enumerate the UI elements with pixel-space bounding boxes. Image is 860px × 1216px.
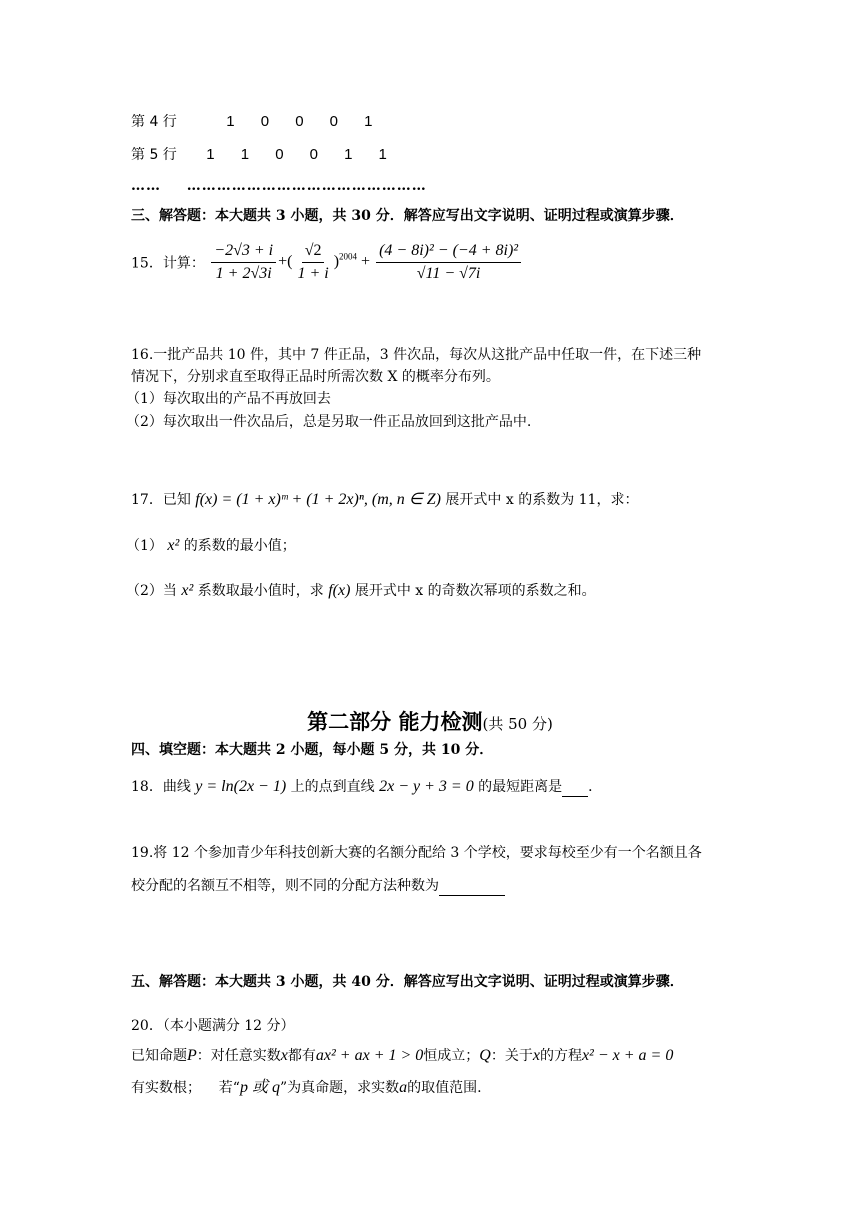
question-19-line1: 19.将 12 个参加青少年科技创新大赛的名额分配给 3 个学校，要求每校至少有一个名额且各 — [131, 845, 702, 861]
fraction — [211, 241, 276, 284]
answer-blank — [439, 879, 505, 896]
math: x² − x + a = 0 — [581, 1047, 674, 1064]
sub-prefix: （1） — [126, 538, 163, 554]
math: ax² + ax + 1 > 0 — [315, 1047, 424, 1064]
question-16-line2: 情况下，分别求直至取得正品时所需次数 X 的概率分布列。 — [131, 369, 500, 385]
text: 的取值范围. — [407, 1080, 482, 1096]
math: x² — [181, 582, 194, 599]
question-15 — [131, 241, 523, 284]
numerator: −2√3 + i — [211, 241, 276, 263]
question-20-line1 — [131, 1046, 673, 1066]
question-end: ． — [588, 779, 603, 795]
math: P — [187, 1047, 197, 1064]
ellipsis-right: ………………………………………… — [186, 178, 427, 194]
formula: $\frac{-2√3 + i}{1 + 2√3i}$ +( $\frac{√2}{1 + i}$ )$^{2004}$ + $\frac{\text{(4 − 8i)² − (−4 + 8i)²}}{√11 - √7i}$ — [209, 253, 523, 270]
math: a — [399, 1079, 408, 1096]
math: Q — [479, 1047, 491, 1064]
question-17 — [131, 490, 638, 510]
row-value: 0 — [260, 113, 270, 130]
question-mid: 上的点到直线 — [290, 779, 375, 795]
part-title — [0, 706, 860, 736]
question-17-sub1 — [126, 536, 296, 556]
question-text: 校分配的名额互不相等，则不同的分配方法种数为 — [131, 878, 439, 894]
row-value: 1 — [378, 146, 387, 163]
math: x² — [167, 537, 180, 554]
section-header: 四、填空题：本大题共 2 小题，每小题 5 分，共 10 分． — [131, 742, 494, 758]
question-19-line2 — [131, 876, 505, 896]
question-17-sub2 — [126, 581, 596, 601]
text: 有实数根； 若“ — [131, 1080, 240, 1096]
exponent: 2004 — [339, 251, 358, 262]
section-header: 五、解答题：本大题共 3 小题，共 40 分．解答应写出文字说明、证明过程或演算步骤． — [131, 974, 684, 990]
question-16-line1: 16.一批产品共 10 件，其中 7 件正品，3 件次品，每次从这批产品中任取一件，在下述三种 — [131, 347, 702, 363]
part-title-score: (共 50 分) — [482, 715, 553, 733]
row-label: 第 4 行 — [131, 114, 177, 130]
sub-mid: 系数取最小值时，求 — [197, 583, 324, 599]
denominator: √11 − √7i — [416, 265, 481, 282]
question-label: 15．计算： — [131, 255, 205, 272]
question-20-label: 20．（本小题满分 12 分） — [131, 1018, 295, 1034]
row-value: 0 — [309, 146, 318, 163]
fraction — [294, 241, 331, 284]
math: f(x) — [328, 582, 351, 599]
row-value: 0 — [275, 146, 284, 163]
text: ”为真命题，求实数 — [279, 1080, 400, 1096]
denominator: 1 + 2√3i — [215, 265, 272, 282]
row-value: 1 — [240, 146, 250, 163]
question-18 — [131, 777, 602, 797]
numerator: (4 − 8i)² − (−4 + 8i)² — [376, 241, 521, 263]
text: 恒成立； — [423, 1048, 480, 1064]
row-value: 0 — [295, 113, 304, 130]
text: 的方程 — [539, 1048, 582, 1064]
question-16-sub2: （2）每次取出一件次品后，总是另取一件正品放回到这批产品中. — [126, 414, 532, 430]
question-16-sub1: （1）每次取出的产品不再放回去 — [126, 391, 331, 407]
text: 都有 — [287, 1048, 316, 1064]
row-value: 1 — [226, 113, 235, 130]
math: p 或 q — [239, 1079, 280, 1096]
question-20-line2 — [131, 1078, 482, 1098]
row-value: 1 — [206, 146, 215, 163]
row-value: 0 — [329, 113, 338, 130]
part-title-main: 第二部分 能力检测 — [307, 710, 483, 734]
math: 2x − y + 3 = 0 — [379, 778, 474, 795]
math: y = ln(2x − 1) — [195, 778, 287, 795]
row-label: 第 5 行 — [131, 147, 177, 163]
table-row — [131, 145, 398, 165]
math: x — [280, 1047, 288, 1064]
formula: f(x) = (1 + x)ᵐ + (1 + 2x)ⁿ, (m, n ∈ Z) — [195, 491, 441, 508]
section-header: 三、解答题：本大题共 3 小题，共 30 分．解答应写出文字说明、证明过程或演算步骤． — [131, 208, 684, 224]
question-suffix: 的最短距离是 — [478, 779, 563, 795]
sub-suffix: 的系数的最小值； — [183, 538, 296, 554]
ellipsis-left: …… — [131, 178, 161, 194]
sub-suffix: 展开式中 x 的奇数次幂项的系数之和。 — [354, 583, 596, 599]
question-prefix: 18．曲线 — [131, 779, 191, 795]
row-value: 1 — [364, 113, 373, 130]
row-values — [215, 112, 383, 132]
ellipsis-row — [131, 176, 427, 196]
math: x — [532, 1047, 540, 1064]
text: ：关于 — [490, 1048, 533, 1064]
question-suffix: 展开式中 x 的系数为 11，求： — [445, 492, 639, 508]
question-prefix: 17．已知 — [131, 492, 191, 508]
answer-blank — [562, 780, 588, 797]
text: ：对任意实数 — [196, 1048, 281, 1064]
numerator: √2 — [302, 241, 325, 263]
row-value: 1 — [344, 146, 353, 163]
text: 已知命题 — [131, 1048, 187, 1064]
fraction — [376, 241, 521, 284]
denominator: 1 + i — [297, 265, 329, 282]
sub-prefix: （2）当 — [126, 583, 177, 599]
table-row — [131, 112, 383, 132]
row-values — [195, 145, 397, 165]
